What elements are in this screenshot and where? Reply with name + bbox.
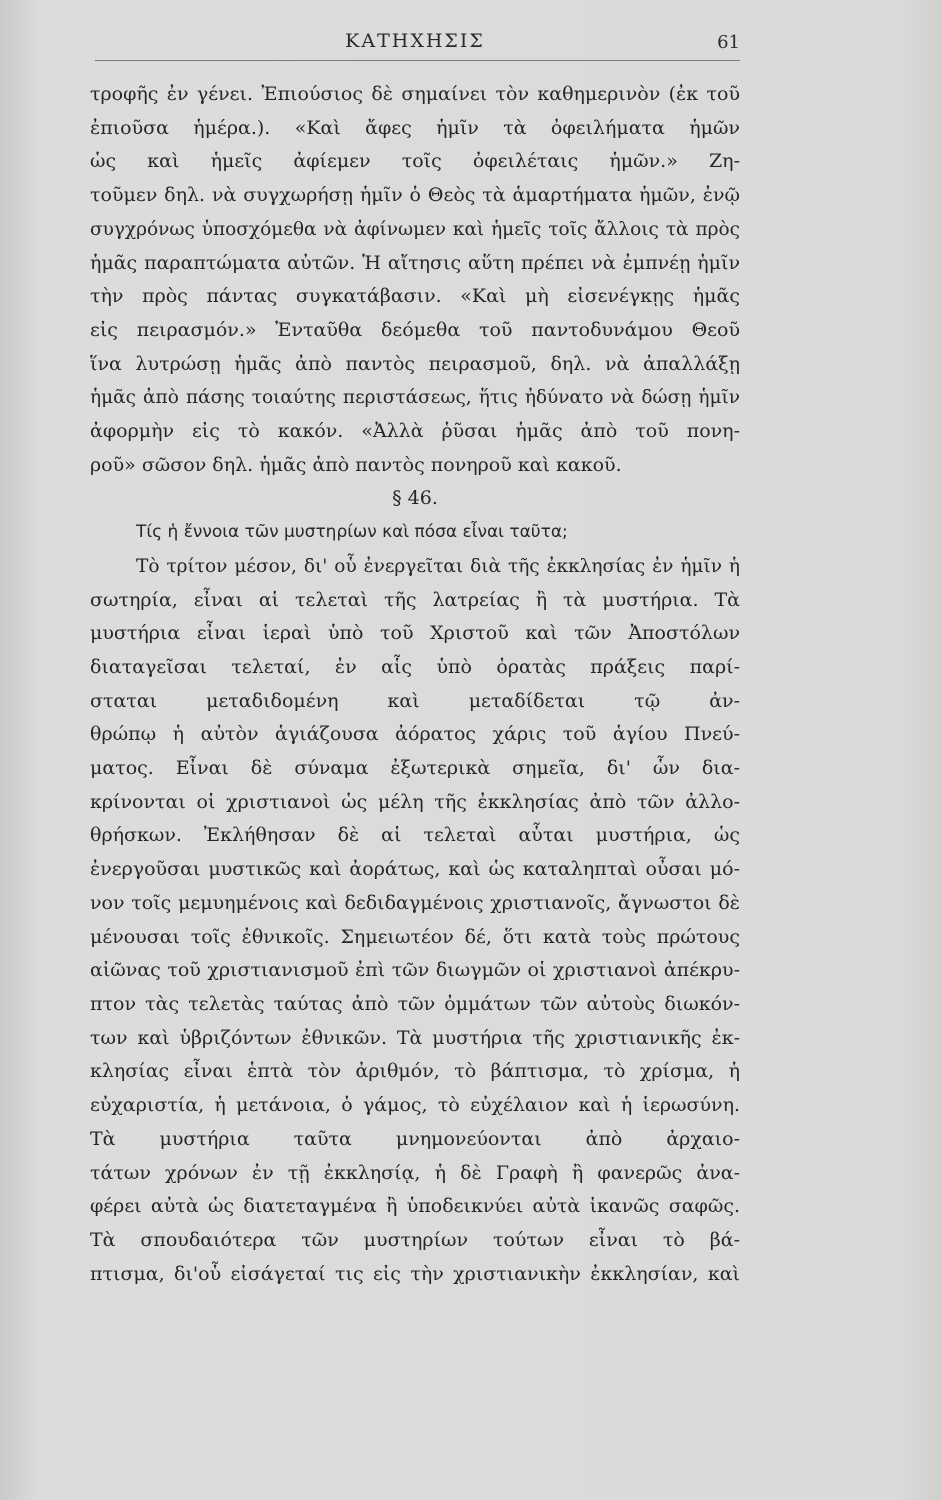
text-line: πτισμα, δι'οὗ εἰσάγεταί τις εἰς τὴν χριστιανικὴν ἐκκλησίαν, καὶ	[90, 1262, 740, 1285]
text-line: κλησίας εἶναι ἑπτὰ τὸν ἀριθμόν, τὸ βάπτισμα, τὸ χρίσμα, ἡ	[90, 1060, 740, 1083]
text-line: Τὰ σπουδαιότερα τῶν μυστηρίων τούτων εἶναι τὸ βά-	[90, 1228, 740, 1251]
text-line: των καὶ ὑβριζόντων ἐθνικῶν. Τὰ μυστήρια τῆς χριστιανικῆς ἐκ-	[90, 1026, 740, 1049]
text-line: θρώπῳ ἡ αὐτὸν ἁγιάζουσα ἀόρατος χάρις τοῦ ἁγίου Πνεύ-	[90, 723, 740, 746]
text-line: σωτηρία, εἶναι αἱ τελεταὶ τῆς λατρείας ἢ τὰ μυστήρια. Τὰ	[90, 588, 740, 611]
text-line: σταται μεταδιδομένη καὶ μεταδίδεται τῷ ἀν-	[90, 689, 740, 712]
text-line: μένουσαι τοῖς ἐθνικοῖς. Σημειωτέον δέ, ὅτι κατὰ τοὺς πρώτους	[90, 925, 740, 948]
text-line: μυστήρια εἶναι ἱεραὶ ὑπὸ τοῦ Χριστοῦ καὶ τῶν Ἀποστόλων	[90, 622, 740, 645]
text-line: τὴν πρὸς πάντας συγκατάβασιν. «Καὶ μὴ εἰσενέγκῃς ἡμᾶς	[90, 285, 740, 308]
text-line: ἡμᾶς ἀπὸ πάσης τοιαύτης περιστάσεως, ἥτις ἠδύνατο νὰ δώσῃ ἡμῖν	[90, 387, 740, 409]
text-line: τάτων χρόνων ἐν τῇ ἐκκλησίᾳ, ἡ δὲ Γραφὴ ἢ φανερῶς ἀνα-	[90, 1161, 740, 1184]
text-line: ροῦ» σῶσον δηλ. ἡμᾶς ἀπὸ παντὸς πονηροῦ καὶ κακοῦ.	[90, 453, 622, 476]
text-line: Τὸ τρίτον μέσον, δι' οὗ ἐνεργεῖται διὰ τῆς ἐκκλησίας ἐν ἡμῖν ἡ	[136, 555, 740, 577]
text-line: ἵνα λυτρώσῃ ἡμᾶς ἀπὸ παντὸς πειρασμοῦ, δηλ. νὰ ἀπαλλάξῃ	[90, 352, 740, 375]
text-line: ἐνεργοῦσαι μυστικῶς καὶ ἀοράτως, καὶ ὡς καταληπταὶ οὖσαι μό-	[90, 858, 740, 881]
text-line: συγχρόνως ὑποσχόμεθα νὰ ἀφίνωμεν καὶ ἡμεῖς τοῖς ἄλλοις τὰ πρὸς	[90, 218, 740, 240]
text-line: ἀφορμὴν εἰς τὸ κακόν. «Ἀλλὰ ῥῦσαι ἡμᾶς ἀπὸ τοῦ πονη-	[90, 420, 740, 443]
text-line: πτον τὰς τελετὰς ταύτας ἀπὸ τῶν ὀμμάτων τῶν αὐτοὺς διωκόν-	[90, 992, 740, 1015]
text-line: φέρει αὐτὰ ὡς διατεταγμένα ἢ ὑποδεικνύει αὐτὰ ἱκανῶς σαφῶς.	[90, 1195, 740, 1218]
text-line: εἰς πειρασμόν.» Ἐνταῦθα δεόμεθα τοῦ παντοδυνάμου Θεοῦ	[90, 318, 740, 341]
page-number: 61	[717, 32, 740, 53]
text-line: διαταγεῖσαι τελεταί, ἐν αἷς ὑπὸ ὁρατὰς πράξεις παρί-	[90, 655, 740, 678]
text-line: θρήσκων. Ἐκλήθησαν δὲ αἱ τελεταὶ αὗται μυστήρια, ὡς	[90, 824, 740, 847]
page-body	[90, 78, 740, 1291]
text-line: τοῦμεν δηλ. νὰ συγχωρήσῃ ἡμῖν ὁ Θεὸς τὰ ἁμαρτήματα ἡμῶν, ἐνῷ	[90, 184, 740, 207]
text-line: κρίνονται οἱ χριστιανοὶ ὡς μέλη τῆς ἐκκλησίας ἀπὸ τῶν ἀλλο-	[90, 790, 740, 813]
running-head	[90, 30, 740, 60]
text-line: νον τοῖς μεμυημένοις καὶ δεδιδαγμένοις χριστιανοῖς, ἄγνωστοι δὲ	[90, 891, 740, 914]
text-line: ματος. Εἶναι δὲ σύναμα ἐξωτερικὰ σημεῖα, δι' ὧν δια-	[90, 757, 740, 780]
text-line: ὡς καὶ ἡμεῖς ἀφίεμεν τοῖς ὀφειλέταις ἡμῶν.» Ζη-	[90, 150, 740, 173]
paragraph-1	[90, 78, 740, 482]
text-line: Τὰ μυστήρια ταῦτα μνημονεύονται ἀπὸ ἀρχαιο-	[90, 1127, 740, 1150]
text-line: ἐπιοῦσα ἡμέρα.). «Καὶ ἄφες ἡμῖν τὰ ὀφειλήματα ἡμῶν	[90, 116, 740, 139]
text-line: τροφῆς ἐν γένει. Ἐπιούσιος δὲ σημαίνει τὸν καθημερινὸν (ἐκ τοῦ	[90, 83, 740, 105]
text-line: ἡμᾶς παραπτώματα αὐτῶν. Ἡ αἴτησις αὕτη πρέπει νὰ ἐμπνέῃ ἡμῖν	[90, 251, 740, 274]
text-line: εὐχαριστία, ἡ μετάνοια, ὁ γάμος, τὸ εὐχέλαιον καὶ ἡ ἱερωσύνη.	[90, 1094, 740, 1117]
section-question: Τίς ἡ ἔννοια τῶν μυστηρίων καὶ πόσα εἶναι ταῦτα;	[136, 522, 568, 543]
text-line: αἰῶνας τοῦ χριστιανισμοῦ ἐπὶ τῶν διωγμῶν οἱ χριστιανοὶ ἀπέκρυ-	[90, 959, 740, 982]
running-title: ΚΑΤΗΧΗΣΙΣ	[345, 30, 485, 52]
header-rule	[95, 60, 740, 61]
paragraph-2	[90, 550, 740, 1291]
section-number: § 46.	[392, 487, 438, 510]
